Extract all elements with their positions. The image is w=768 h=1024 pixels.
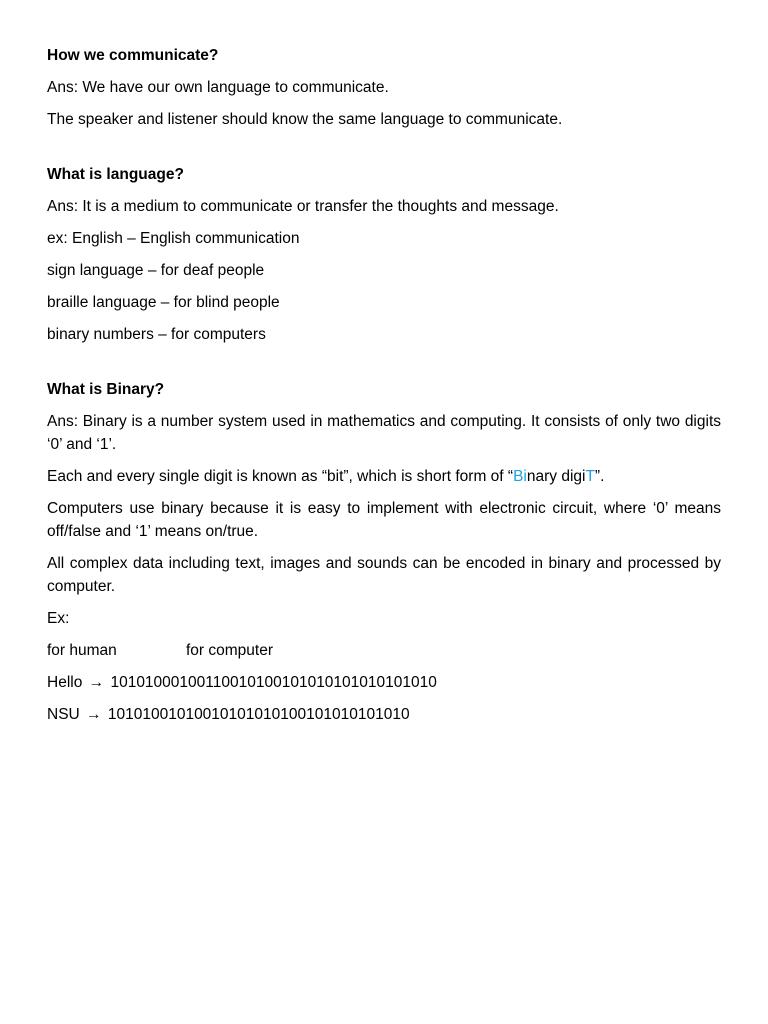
document-page [47, 44, 721, 735]
computers-use-binary: Computers use binary because it is easy to implement with electronic circuit, where ‘0’ means off/false and ‘1’ means on/true. [47, 500, 721, 540]
bit-definition-prefix: Each and every single digit is known as “bit”, which is short form of “ [47, 468, 514, 485]
encoding-row-nsu [47, 703, 721, 726]
answer-what-is-language: Ans: It is a medium to communicate or transfer the thoughts and message. [47, 198, 559, 215]
example-sign-language: sign language – for deaf people [47, 262, 265, 279]
example-english: ex: English – English communication [47, 230, 300, 247]
heading-what-is-language: What is language? [47, 166, 184, 183]
column-labels [47, 639, 721, 662]
arrow-right-icon: → [86, 706, 102, 723]
example-label: Ex: [47, 610, 70, 627]
column-label-computer: for computer [186, 642, 274, 659]
example-binary-numbers: binary numbers – for computers [47, 326, 266, 343]
answer-what-is-binary: Ans: Binary is a number system used in mathematics and computing. It consists of only two digits ‘0’ and ‘1’. [47, 413, 721, 453]
bit-highlight-t: T [585, 468, 595, 485]
bit-definition-mid: nary digi [526, 468, 586, 485]
encoding-binary: 10101000100110010100101010101010101010 [110, 674, 437, 691]
column-label-human: for human [47, 642, 117, 659]
note-same-language: The speaker and listener should know the same language to communicate. [47, 111, 563, 128]
spacer [47, 355, 721, 378]
encoding-word: NSU [47, 706, 80, 723]
arrow-right-icon: → [88, 674, 105, 691]
encoding-binary: 10101001010010101010100101010101010 [107, 706, 410, 723]
heading-what-is-binary: What is Binary? [47, 381, 165, 398]
bit-definition-suffix: ”. [594, 468, 605, 485]
bit-highlight-bi: Bi [513, 468, 527, 485]
encoding-row-hello [47, 671, 721, 694]
encoding-word: Hello [47, 674, 83, 691]
heading-how-we-communicate: How we communicate? [47, 47, 219, 64]
bit-definition [47, 465, 721, 488]
complex-data-note: All complex data including text, images and sounds can be encoded in binary and processed by computer. [47, 555, 721, 595]
example-braille-language: braille language – for blind people [47, 294, 280, 311]
answer-how-we-communicate: Ans: We have our own language to communicate. [47, 79, 389, 96]
spacer [47, 140, 721, 163]
